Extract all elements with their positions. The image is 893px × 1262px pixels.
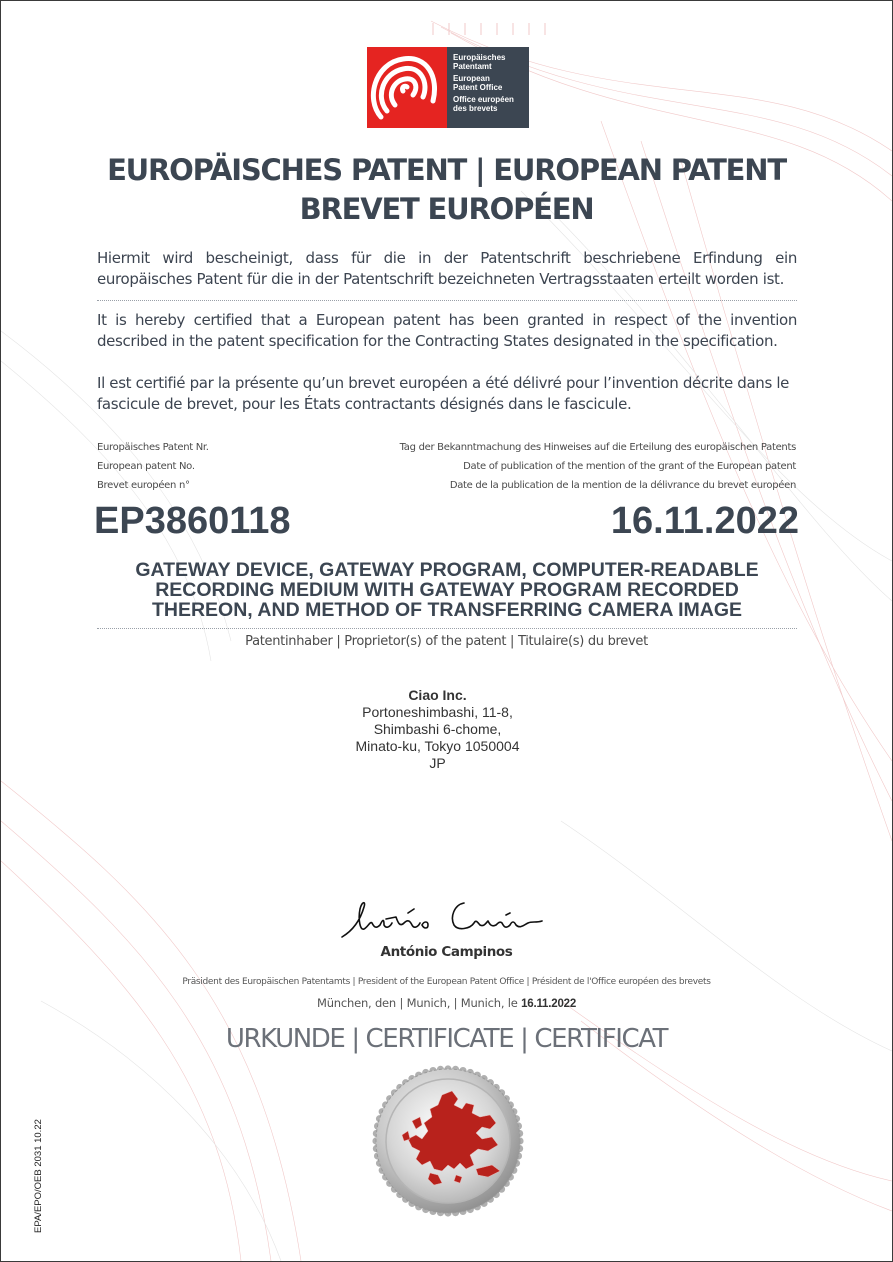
invention-title-line-3: THEREON, AND METHOD OF TRANSFERRING CAMERA IMAGE [151,599,743,621]
statement-de: Hiermit wird bescheinigt, dass für die in der Patentschrift beschriebene Erfindung ein europäisches Patent für die in der Patentschrift bezeichneten Vertragsstaaten erteilt worden ist. [97,249,797,288]
signer-role: Präsident des Europäischen Patentamts | President of the European Patent Office | Président de l'Office européen des brevets [182,977,711,987]
address-line-2: Shimbashi 6-chome, [373,721,502,737]
divider [97,628,797,629]
logo-text-fr-1: Office européen [453,95,514,104]
patent-number-label-en: European patent No. [97,461,195,472]
title-line-2: BREVET EUROPÉEN [299,192,594,226]
divider [97,300,797,301]
epo-logo [367,47,529,128]
publication-date-labels [400,438,796,495]
invention-title-line-2: RECORDING MEDIUM WITH GATEWAY PROGRAM RECORDED [155,579,739,601]
address-line-3: Minato-ku, Tokyo 1050004 [355,738,520,754]
invention-title [97,560,797,620]
form-code: EPA/EPO/OEB 2031 10.22 [33,1119,44,1233]
logo-text-de-2: Patentamt [453,62,492,71]
logo-text-de-1: Europäisches [453,53,506,62]
signer-name: António Campinos [380,944,513,960]
patent-number-label-de: Europäisches Patent Nr. [97,442,209,453]
title-line-1: EUROPÄISCHES PATENT | EUROPEAN PATENT [107,153,786,187]
patent-number-labels [97,438,209,495]
document-type: URKUNDE | CERTIFICATE | CERTIFICAT [225,1024,668,1054]
certificate-title [1,151,892,229]
epo-logo-icon [367,47,447,128]
proprietor-address [1,687,874,772]
address-line-1: Portoneshimbashi, 11-8, [362,704,513,720]
logo-text-fr-2: des brevets [453,104,498,113]
publication-date-label-en: Date of publication of the mention of the grant of the European patent [463,461,796,472]
place-and-date [1,996,892,1010]
statement-en: It is hereby certified that a European patent has been granted in respect of the invention described in the patent specification for the Contracting States designated in the specification. [97,311,797,350]
publication-date-label-de: Tag der Bekanntmachung des Hinweises auf die Erteilung des europäischen Patents [399,442,796,453]
epo-logo-text [447,47,529,128]
address-line-4: JP [429,755,446,771]
signature-date: 16.11.2022 [521,998,577,1010]
proprietor-name: Ciao Inc. [408,687,467,703]
statement-fr: Il est certifié par la présente qu’un brevet européen a été délivré pour l’invention décrite dans le fascicule de brevet, pour les États contractants désignés dans le fascicule. [97,374,790,413]
patent-number-label-fr: Brevet européen n° [97,480,190,491]
europe-map-seal-icon [372,1065,524,1217]
publication-date-label-fr: Date de la publication de la mention de la délivrance du brevet européen [449,480,796,491]
logo-text-en-1: European [453,74,490,83]
proprietor-heading: Patentinhaber | Proprietor(s) of the patent | Titulaire(s) du brevet [245,634,648,649]
publication-date: 16.11.2022 [610,500,799,542]
patent-number: EP3860118 [94,500,291,542]
place-text: München, den | Munich, | Munich, le [316,996,518,1010]
logo-text-en-2: Patent Office [453,83,503,92]
handwritten-signature [338,893,550,943]
invention-title-line-1: GATEWAY DEVICE, GATEWAY PROGRAM, COMPUTER-READABLE [135,559,759,581]
